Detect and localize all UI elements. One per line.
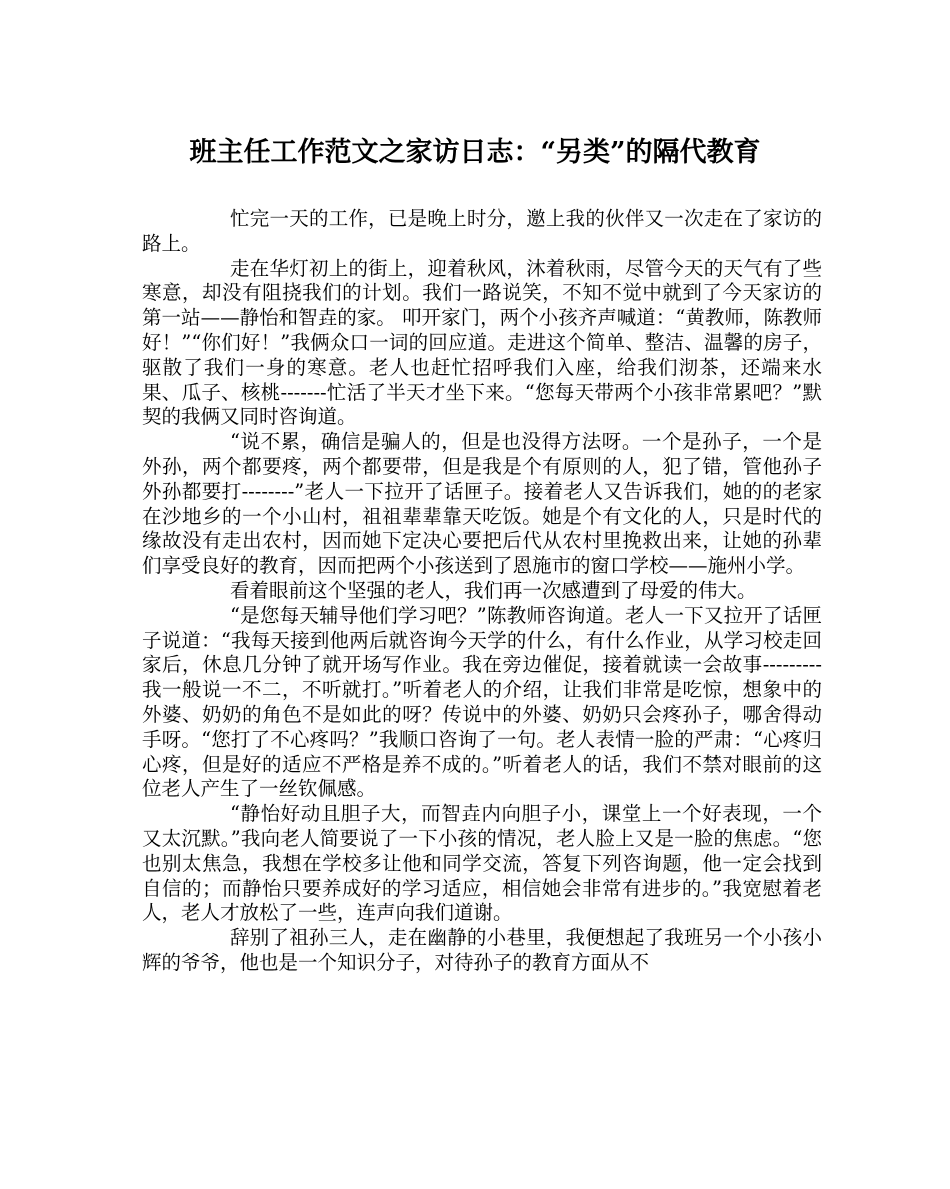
paragraph: 走在华灯初上的街上，迎着秋风，沐着秋雨，尽管今天的天气有了些寒意，却没有阻挠我们的计划。我们一路说笑，不知不觉中就到了今天家访的第一站——静怡和智垚的家。 叩开家门，两个小孩齐声喊道：“黄教师，陈教师好！”“你们好！”我俩众口一词的回应道。走进这个简单、整洁、温馨的房子，驱散了我们一身的寒意。老人也赶忙招呼我们入座，给我们沏茶，还端来水果、瓜子、核桃-------忙活了半天才坐下来。“您每天带两个小孩非常累吧？”默契的我俩又同时咨询道。 — [142, 256, 822, 429]
document-body — [142, 207, 822, 976]
paragraph: “静怡好动且胆子大，而智垚内向胆子小，课堂上一个好表现，一个又太沉默。”我向老人简要说了一下小孩的情况，老人脸上又是一脸的焦虑。“您也别太焦急，我想在学校多让他和同学交流，答复下列咨询题，他一定会找到自信的；而静怡只要养成好的学习适应，相信她会非常有进步的。”我宽慰着老人，老人才放松了一些，连声向我们道谢。 — [142, 802, 822, 925]
document-title: 班主任工作范文之家访日志：“另类”的隔代教育 — [189, 137, 761, 168]
paragraph: 忙完一天的工作，已是晚上时分，邀上我的伙伴又一次走在了家访的路上。 — [142, 207, 822, 255]
paragraph: “说不累，确信是骗人的，但是也没得方法呀。一个是孙子，一个是外孙，两个都要疼，两个都要带，但是我是个有原则的人，犯了错，管他孙子外孙都要打--------”老人一下拉开了话匣子。接着老人又告诉我们，她的的老家在沙地乡的一个小山村，祖祖辈辈靠天吃饭。她是个有文化的人，只是时代的缘故没有走出农村，因而她下定决心要把后代从农村里挽救出来，让她的孙辈们享受良好的教育，因而把两个小孩送到了恩施市的窗口学校——施州小学。 — [142, 430, 822, 578]
paragraph: “是您每天辅导他们学习吧？”陈教师咨询道。老人一下又拉开了话匣子说道：“我每天接到他两后就咨询今天学的什么，有什么作业，从学习校走回家后，休息几分钟了就开场写作业。我在旁边催促，接着就读一会故事---------我一般说一不二，不听就打。”听着老人的介绍，让我们非常是吃惊，想象中的外婆、奶奶的角色不是如此的呀？传说中的外婆、奶奶只会疼孙子，哪舍得动手呀。“您打了不心疼吗？”我顺口咨询了一句。老人表情一脸的严肃：“心疼归心疼，但是好的适应不严格是养不成的。”听着老人的话，我们不禁对眼前的这位老人产生了一丝钦佩感。 — [142, 603, 822, 801]
paragraph: 看着眼前这个坚强的老人，我们再一次感遭到了母爱的伟大。 — [230, 578, 757, 602]
paragraph: 辞别了祖孙三人，走在幽静的小巷里，我便想起了我班另一个小孩小辉的爷爷，他也是一个知识分子，对待孙子的教育方面从不 — [142, 926, 822, 974]
